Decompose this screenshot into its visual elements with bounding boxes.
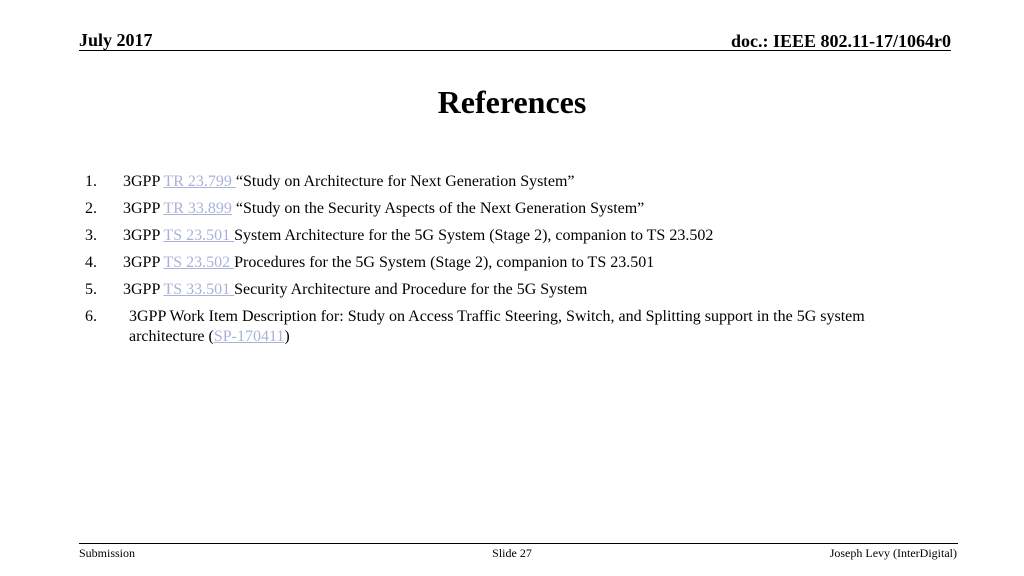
reference-title: “Study on Architecture for Next Generation System” bbox=[235, 173, 575, 190]
reference-number: 5. bbox=[85, 281, 97, 298]
header-divider bbox=[79, 50, 951, 51]
reference-number: 3. bbox=[85, 227, 97, 244]
reference-item bbox=[85, 307, 935, 347]
reference-prefix: 3GPP bbox=[123, 227, 164, 244]
reference-item bbox=[85, 199, 935, 219]
reference-title: 3GPP Work Item Description for: Study on Access Traffic Steering, Switch, and Splitting support in the 5G system architecture ( bbox=[129, 308, 865, 345]
reference-text bbox=[123, 226, 935, 246]
reference-link-sp-170411[interactable]: SP-170411 bbox=[213, 328, 285, 345]
reference-link-tr-33-899[interactable]: TR 33.899 bbox=[163, 200, 232, 217]
reference-item bbox=[85, 253, 935, 273]
reference-prefix: 3GPP bbox=[123, 254, 164, 271]
reference-item bbox=[85, 280, 935, 300]
reference-text bbox=[123, 253, 935, 273]
footer-submission: Submission bbox=[79, 546, 136, 560]
header-date: July 2017 bbox=[79, 30, 153, 50]
reference-number: 2. bbox=[85, 200, 97, 217]
reference-number: 4. bbox=[85, 254, 97, 271]
reference-number: 6. bbox=[85, 308, 97, 325]
reference-prefix: 3GPP bbox=[123, 281, 164, 298]
header-doc-id: doc.: IEEE 802.11-17/1064r0 bbox=[730, 31, 951, 51]
reference-prefix: 3GPP bbox=[123, 173, 164, 190]
reference-suffix: ) bbox=[284, 328, 290, 345]
reference-item bbox=[85, 172, 935, 192]
reference-prefix: 3GPP bbox=[123, 200, 164, 217]
reference-title: System Architecture for the 5G System (Stage 2), companion to TS 23.502 bbox=[234, 227, 714, 244]
reference-link-ts-23-502[interactable]: TS 23.502 bbox=[163, 254, 235, 271]
reference-link-ts-33-501[interactable]: TS 33.501 bbox=[163, 281, 235, 298]
reference-item bbox=[85, 226, 935, 246]
reference-title: Security Architecture and Procedure for the 5G System bbox=[234, 281, 588, 298]
reference-number: 1. bbox=[85, 173, 97, 190]
reference-list bbox=[85, 172, 935, 354]
reference-link-tr-23-799[interactable]: TR 23.799 bbox=[163, 173, 236, 190]
reference-link-ts-23-501[interactable]: TS 23.501 bbox=[163, 227, 235, 244]
reference-title: Procedures for the 5G System (Stage 2), companion to TS 23.501 bbox=[234, 254, 655, 271]
footer-divider bbox=[79, 543, 958, 544]
footer-author: Joseph Levy (InterDigital) bbox=[829, 546, 957, 560]
slide-title: References bbox=[437, 84, 587, 120]
reference-text bbox=[123, 280, 935, 300]
reference-text bbox=[123, 307, 935, 347]
reference-text bbox=[123, 199, 935, 219]
footer-slide-number: Slide 27 bbox=[492, 546, 532, 560]
reference-title: “Study on the Security Aspects of the Next Generation System” bbox=[231, 200, 645, 217]
reference-text bbox=[123, 172, 935, 192]
